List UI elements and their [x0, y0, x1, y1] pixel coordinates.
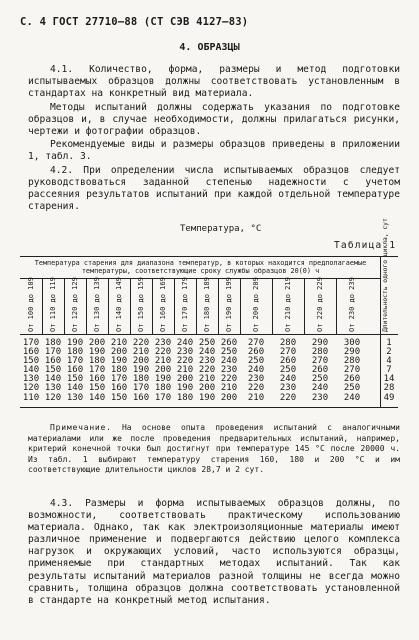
table-cell: 180 [66, 347, 84, 358]
section-title: 4. ОБРАЗЦЫ [179, 42, 240, 53]
table-cell: 250 [220, 347, 238, 358]
table-cell: 270 [279, 347, 297, 358]
table-cell: 210 [176, 365, 194, 376]
table-col-header: От 140 до 149 [115, 277, 123, 332]
paragraph-4-1: 4.1. Количество, форма, размеры и метод подготовки испытываемых образцов должны соответствовать установленным в стандартах на конкретный вид материала. [28, 64, 400, 100]
table-cell: 200 [88, 338, 106, 348]
table-cell: 250 [198, 338, 216, 348]
table-cell: 280 [311, 347, 329, 358]
table-cell: 180 [44, 338, 62, 348]
table-caption: Температура, °С [180, 224, 262, 234]
table-cell: 200 [176, 374, 194, 385]
table-cell: 120 [22, 383, 40, 394]
table-col-header: От 130 до 139 [93, 277, 101, 332]
table-cell: 250 [247, 356, 265, 367]
paragraph-4-3: 4.3. Размеры и форма испытываемых образцов должны, по возможности, соответствовать практическому использованию материала. Однако, так как электроизоляционные материалы имеют различное применение и подвергаются действию целого комплекса нагрузок и окружающих условий, часто используются образцы, применяемые при стандартных методах испытаний. Так как результаты испытаний материалов разной толщины не всегда можно сравнить, толщина образцов должна соответствовать установленной в стандарте на конкретный метод испытания. [28, 498, 400, 606]
table-col-header: От 100 до 109 [27, 277, 35, 332]
table-cell: 240 [247, 365, 265, 376]
table-cell: 210 [154, 356, 172, 367]
table-cell: 170 [110, 374, 128, 385]
table-cell: 150 [22, 356, 40, 367]
table-cell: 2 [386, 347, 392, 358]
table-col-header: От 110 до 119 [49, 277, 57, 332]
table-cell: 290 [311, 338, 329, 348]
table-cell: 220 [247, 383, 265, 394]
table-cell: 230 [247, 374, 265, 385]
table-cell: 160 [66, 365, 84, 376]
table-col-header: От 170 до 179 [181, 277, 189, 332]
table-cell: 240 [343, 392, 361, 403]
table-col-values [240, 339, 272, 403]
table-cell: 140 [44, 374, 62, 385]
note-label: Примечание. [50, 423, 112, 432]
table-cell: 180 [154, 383, 172, 394]
table-col-values [64, 339, 86, 403]
table-cell: 220 [198, 365, 216, 376]
table-col-values [272, 339, 304, 403]
table-cell: 180 [132, 374, 150, 385]
table-cell: 240 [311, 383, 329, 394]
table-cell: 190 [198, 392, 216, 403]
table-cell: 220 [279, 392, 297, 403]
table-cell: 210 [247, 392, 265, 403]
table-cell: 28 [383, 383, 395, 394]
table-cell: 150 [44, 365, 62, 376]
table-cell: 7 [386, 365, 392, 376]
table-col-values [42, 339, 64, 403]
table-col-values [130, 339, 152, 403]
table-cell: 210 [198, 374, 216, 385]
table-col-values [86, 339, 108, 403]
table-cell: 230 [311, 392, 329, 403]
table-cycle-header: Длительность одного цикла, сут [382, 218, 389, 332]
section-4-1-text [28, 64, 400, 213]
table-cell: 230 [176, 347, 194, 358]
table-col-values [108, 339, 130, 403]
table-cell: 270 [311, 356, 329, 367]
section-4-3-text [28, 498, 400, 607]
table-note [28, 423, 400, 476]
table-cell: 250 [343, 383, 361, 394]
table-cell: 230 [198, 356, 216, 367]
table-cell: 260 [220, 338, 238, 348]
table-cell: 170 [66, 356, 84, 367]
table-cell: 190 [132, 365, 150, 376]
table-cell: 4 [386, 356, 392, 367]
table-cell: 170 [44, 347, 62, 358]
table-number: Таблица 1 [334, 240, 397, 251]
table-bottom-rule [20, 407, 398, 408]
table-cell: 190 [66, 338, 84, 348]
table-cell: 180 [176, 392, 194, 403]
table-cell: 290 [343, 347, 361, 358]
table-col-values [196, 339, 218, 403]
table-cell: 200 [198, 383, 216, 394]
table-cell: 160 [88, 374, 106, 385]
table-top-rule [20, 256, 398, 257]
table-cell: 210 [132, 347, 150, 358]
note-text: На основе опыта проведения испытаний с аналогичными материалами или же после проведения предварительных испытаний, например, критерий конечной точки был достигнут при температуре 145 °С после 20000 ч. Из табл. 1 выбирают температуру старения 160, 180 и 200 °С и им соответствующие длительности циклов 28,7 и 2 сут. [28, 423, 400, 475]
table-cell: 130 [44, 383, 62, 394]
table-cell: 180 [88, 356, 106, 367]
table-cell: 130 [22, 374, 40, 385]
table-cell: 170 [22, 338, 40, 348]
table-col-header: От 180 до 189 [203, 277, 211, 332]
table-cell: 160 [44, 356, 62, 367]
table-body-rule [20, 334, 398, 335]
paragraph-4-2: 4.2. При определении числа испытываемых образцов следует руководствоваться заданной степенью надежности с учетом рассеяния результатов испытаний при каждой отдельной температуре старения. [28, 164, 400, 213]
table-cell: 270 [343, 365, 361, 376]
table-group-header: Температура старения для диапазона температур, в которых находится предполагаемые температуры, соответствующие сроку службы образцов 20(0) ч [34, 259, 367, 275]
paragraph-4-1-methods: Методы испытаний должны содержать указания по подготовке образцов и, в случае необходимости, должны прилагаться рисунки, чертежи и фотографии образцов. [28, 101, 400, 138]
table-cell: 160 [110, 383, 128, 394]
table-cell: 210 [220, 383, 238, 394]
table-cell: 220 [176, 356, 194, 367]
table-cell: 240 [220, 356, 238, 367]
table-cell: 120 [44, 392, 62, 403]
table-col-header: От 190 до 199 [225, 277, 233, 332]
table-cell: 130 [66, 392, 84, 403]
paragraph-4-1-recommended: Рекомендуемые виды и размеры образцов приведены в приложении 1, табл. 3. [28, 139, 400, 163]
table-cell: 200 [154, 365, 172, 376]
page-header: С. 4 ГОСТ 27710—88 (СТ СЭВ 4127—83) [20, 16, 249, 28]
table-cell: 49 [383, 392, 395, 403]
table-col-header: От 120 до 129 [71, 277, 79, 332]
table-cell: 110 [22, 392, 40, 403]
table-cell: 260 [343, 374, 361, 385]
table-cell: 190 [110, 356, 128, 367]
table-cell: 190 [154, 374, 172, 385]
table-cell: 250 [311, 374, 329, 385]
table-col-header: От 230 до 239 [348, 277, 356, 332]
table-col-values [20, 339, 42, 403]
table-cell: 270 [247, 338, 265, 348]
table-cell: 230 [154, 338, 172, 348]
table-col-header: От 160 до 169 [159, 277, 167, 332]
table-col-header: От 150 до 159 [137, 277, 145, 332]
table-cell: 220 [220, 374, 238, 385]
table-cell: 140 [22, 365, 40, 376]
table-cell: 230 [279, 383, 297, 394]
table-cell: 300 [343, 338, 361, 348]
table-cell: 250 [279, 365, 297, 376]
table-cell: 200 [132, 356, 150, 367]
table-cell: 240 [176, 338, 194, 348]
table-cell: 190 [88, 347, 106, 358]
table-cell: 170 [132, 383, 150, 394]
table-cell: 140 [66, 383, 84, 394]
table-cell: 170 [154, 392, 172, 403]
table-cell: 160 [22, 347, 40, 358]
table-cell: 280 [343, 356, 361, 367]
table-cell: 180 [110, 365, 128, 376]
table-cell: 150 [110, 392, 128, 403]
table-cell: 260 [247, 347, 265, 358]
table-cell: 200 [220, 392, 238, 403]
table-cell: 170 [88, 365, 106, 376]
table-cell: 220 [154, 347, 172, 358]
table-cycle-values [380, 339, 398, 403]
table-cell: 230 [220, 365, 238, 376]
table-col-values [174, 339, 196, 403]
table-cell: 240 [279, 374, 297, 385]
table-cell: 190 [176, 383, 194, 394]
table-cell: 150 [66, 374, 84, 385]
table-col-values [152, 339, 174, 403]
table-cell: 1 [386, 338, 392, 348]
table-cell: 240 [198, 347, 216, 358]
table-col-header: От 220 до 229 [316, 277, 324, 332]
table-cell: 280 [279, 338, 297, 348]
table-col-header: От 210 до 219 [284, 277, 292, 332]
table-cell: 140 [88, 392, 106, 403]
table-col-values [336, 339, 368, 403]
table-cell: 160 [132, 392, 150, 403]
table-cell: 220 [132, 338, 150, 348]
table-col-values [304, 339, 336, 403]
table-cell: 260 [311, 365, 329, 376]
table-cell: 260 [279, 356, 297, 367]
table-cell: 14 [383, 374, 395, 385]
table-col-values [218, 339, 240, 403]
table-col-header: От 200 до 209 [252, 277, 260, 332]
table-cell: 210 [110, 338, 128, 348]
table-cell: 200 [110, 347, 128, 358]
table-cell: 150 [88, 383, 106, 394]
